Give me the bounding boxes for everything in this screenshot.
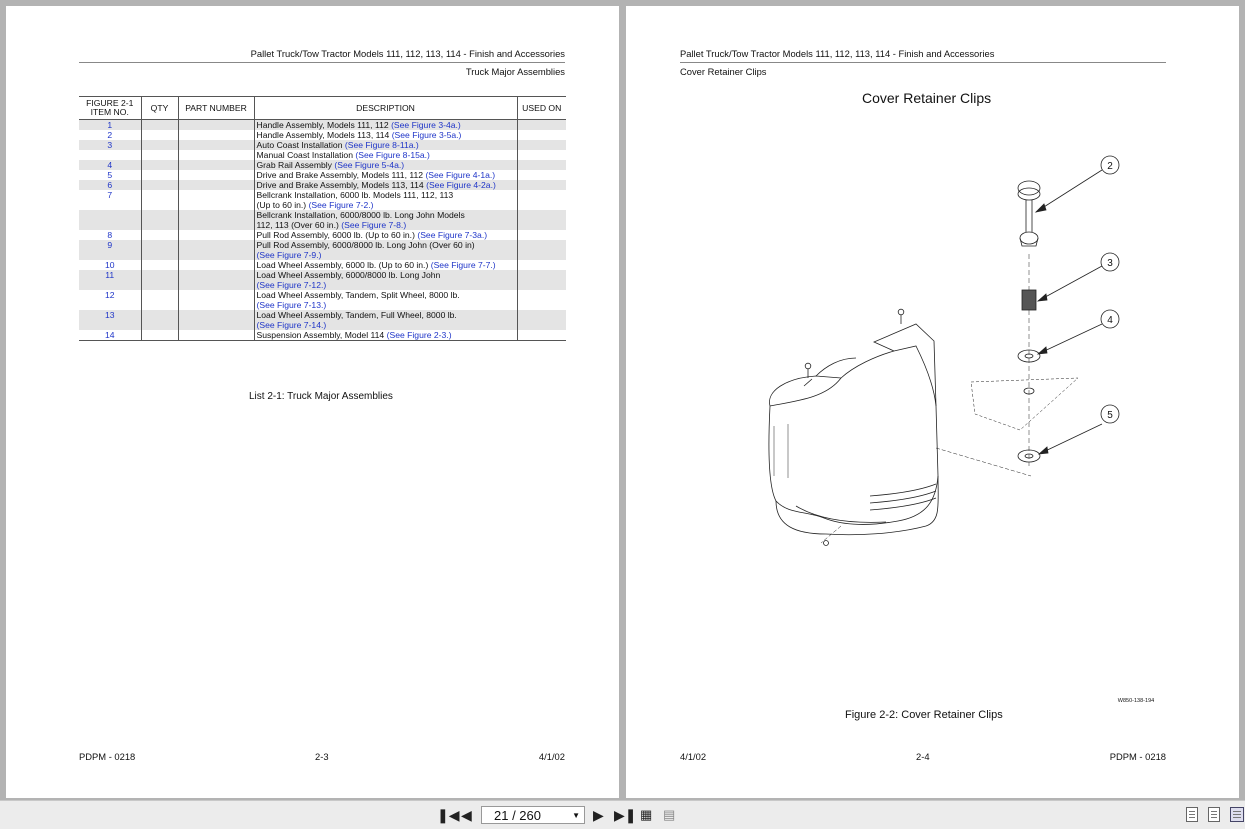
description-cell	[254, 150, 517, 160]
item-number-link[interactable]: 10	[79, 260, 141, 270]
used-on-cell	[517, 150, 566, 160]
list-caption: List 2-1: Truck Major Assemblies	[249, 391, 393, 402]
description-cell	[254, 240, 517, 260]
part-number-cell	[178, 310, 254, 330]
part-number-cell	[178, 190, 254, 210]
fit-width-icon[interactable]: ▤	[663, 807, 676, 822]
description-text: Handle Assembly, Models 113, 114	[256, 130, 392, 140]
qty-cell	[141, 290, 178, 310]
page-indicator: 21 / 260	[494, 808, 541, 823]
description-text: Bellcrank Installation, 6000 lb. Models 111, 112, 113	[256, 190, 454, 200]
retainer-spring	[1022, 290, 1036, 310]
used-on-cell	[517, 140, 566, 150]
item-number-link	[79, 150, 141, 160]
col-header-item-no: FIGURE 2-1 ITEM NO.	[79, 97, 141, 120]
used-on-cell	[517, 270, 566, 290]
used-on-cell	[517, 330, 566, 341]
table-row	[79, 180, 566, 190]
description-text: Pull Rod Assembly, 6000 lb. (Up to 60 in.)	[256, 230, 418, 240]
table-row	[79, 130, 566, 140]
qty-cell	[141, 180, 178, 190]
description-text: Drive and Brake Assembly, Models 111, 112	[256, 170, 426, 180]
figure-reference-link[interactable]: (See Figure 8-11a.)	[344, 140, 419, 150]
col-header-qty: QTY	[141, 97, 178, 120]
table-row	[79, 170, 566, 180]
used-on-cell	[517, 240, 566, 260]
callout-3: 3	[1107, 258, 1113, 269]
item-number-link[interactable]: 6	[79, 180, 141, 190]
description-cell	[254, 210, 517, 230]
qty-cell	[141, 150, 178, 160]
table-row	[79, 230, 566, 240]
continuous-view-icon[interactable]	[1208, 807, 1220, 822]
description-cell	[254, 330, 517, 341]
description-cell	[254, 170, 517, 180]
part-number-cell	[178, 210, 254, 230]
qty-cell	[141, 190, 178, 210]
item-number-link[interactable]: 11	[79, 270, 141, 290]
fit-page-icon[interactable]: ▦	[640, 807, 653, 822]
table-row	[79, 290, 566, 310]
description-text: (Up to 60 in.)	[256, 200, 309, 210]
used-on-cell	[517, 260, 566, 270]
part-number-cell	[178, 170, 254, 180]
part-number-cell	[178, 260, 254, 270]
used-on-cell	[517, 230, 566, 240]
part-number-cell	[178, 290, 254, 310]
table-row	[79, 330, 566, 341]
description-text: Load Wheel Assembly, 6000/8000 lb. Long John	[256, 270, 441, 280]
viewer-toolbar	[0, 800, 1245, 829]
part-number-cell	[178, 240, 254, 260]
page-header-section: Truck Major Assemblies	[465, 66, 565, 77]
item-number-link	[79, 210, 141, 230]
cover-retainer-clips-illustration	[626, 6, 1239, 798]
figure-reference-link[interactable]: (See Figure 7-9.)	[256, 250, 322, 260]
part-number-cell	[178, 120, 254, 131]
figure-title: Cover Retainer Clips	[862, 90, 992, 106]
col-header-part-number: PART NUMBER	[178, 97, 254, 120]
part-number-cell	[178, 130, 254, 140]
item-number-link[interactable]: 2	[79, 130, 141, 140]
item-number-link[interactable]: 5	[79, 170, 141, 180]
figure-reference-link[interactable]: (See Figure 3-5a.)	[391, 130, 462, 140]
figure-reference-link[interactable]: (See Figure 2-3.)	[386, 330, 452, 340]
col-header-used-on: USED ON	[517, 97, 566, 120]
figure-reference-link[interactable]: (See Figure 7-7.)	[430, 260, 496, 270]
used-on-cell	[517, 290, 566, 310]
table-row	[79, 310, 566, 330]
callout-2: 2	[1107, 161, 1113, 172]
previous-page-icon[interactable]: ◀	[461, 807, 472, 823]
qty-cell	[141, 120, 178, 131]
item-number-link[interactable]: 13	[79, 310, 141, 330]
used-on-cell	[517, 120, 566, 131]
figure-reference-link[interactable]: (See Figure 7-14.)	[256, 320, 327, 330]
figure-reference-link[interactable]: (See Figure 4-2a.)	[426, 180, 496, 190]
used-on-cell	[517, 180, 566, 190]
figure-reference-link[interactable]: (See Figure 7-3a.)	[417, 230, 488, 240]
figure-reference-link[interactable]: (See Figure 3-4a.)	[391, 120, 461, 130]
next-page-icon[interactable]: ▶	[593, 807, 604, 823]
description-text: Pull Rod Assembly, 6000/8000 lb. Long John (Over 60 in)	[256, 240, 475, 250]
item-number-link[interactable]: 3	[79, 140, 141, 150]
table-row	[79, 120, 566, 131]
last-page-icon[interactable]: ▶❚	[614, 807, 637, 823]
footer-page-number: 2-4	[916, 751, 930, 762]
figure-reference-link[interactable]: (See Figure 7-8.)	[341, 220, 407, 230]
right-page	[626, 6, 1239, 798]
qty-cell	[141, 210, 178, 230]
callout-5: 5	[1107, 410, 1113, 421]
single-page-view-icon[interactable]	[1186, 807, 1198, 822]
chevron-down-icon: ▼	[572, 811, 580, 820]
figure-reference-link[interactable]: (See Figure 4-1a.)	[425, 170, 496, 180]
description-cell	[254, 140, 517, 150]
two-page-view-icon[interactable]	[1230, 807, 1244, 822]
table-row	[79, 240, 566, 260]
screw-rear	[898, 309, 904, 315]
qty-cell	[141, 270, 178, 290]
table-row	[79, 270, 566, 290]
table-row	[79, 140, 566, 150]
qty-cell	[141, 330, 178, 341]
figure-reference-link[interactable]: (See Figure 7-13.)	[256, 300, 327, 310]
description-text: Load Wheel Assembly, Tandem, Split Wheel, 8000 lb.	[256, 290, 460, 300]
parts-table	[79, 96, 566, 341]
used-on-cell	[517, 170, 566, 180]
item-number-link[interactable]: 8	[79, 230, 141, 240]
footer-doc-id: PDPM - 0218	[79, 751, 136, 762]
figure-reference-link[interactable]: (See Figure 5-4a.)	[334, 160, 405, 170]
description-text: Grab Rail Assembly	[256, 160, 335, 170]
page-header-title: Pallet Truck/Tow Tractor Models 111, 112, 113, 114 - Finish and Accessories	[250, 48, 565, 59]
header-rule	[79, 62, 565, 63]
qty-cell	[141, 160, 178, 170]
qty-cell	[141, 170, 178, 180]
description-cell	[254, 190, 517, 210]
part-number-cell	[178, 230, 254, 240]
description-cell	[254, 120, 517, 131]
description-text: Load Wheel Assembly, 6000 lb. (Up to 60 in.)	[256, 260, 431, 270]
description-cell	[254, 230, 517, 240]
footer-date: 4/1/02	[680, 751, 707, 762]
used-on-cell	[517, 310, 566, 330]
part-number-cell	[178, 270, 254, 290]
description-cell	[254, 180, 517, 190]
used-on-cell	[517, 190, 566, 210]
description-text: Bellcrank Installation, 6000/8000 lb. Long John Models	[256, 210, 465, 220]
left-page	[6, 6, 619, 798]
qty-cell	[141, 140, 178, 150]
item-number-link[interactable]: 7	[79, 190, 141, 210]
description-cell	[254, 310, 517, 330]
description-text: Drive and Brake Assembly, Models 113, 114	[256, 180, 427, 190]
part-number-cell	[178, 330, 254, 341]
item-number-link[interactable]: 14	[79, 330, 141, 341]
table-row	[79, 190, 566, 210]
item-number-link[interactable]: 1	[79, 120, 141, 131]
description-cell	[254, 130, 517, 140]
qty-cell	[141, 260, 178, 270]
item-number-link[interactable]: 9	[79, 240, 141, 260]
description-cell	[254, 290, 517, 310]
part-number-cell	[178, 150, 254, 160]
screw-bottom	[824, 541, 829, 546]
part-number-cell	[178, 180, 254, 190]
qty-cell	[141, 130, 178, 140]
table-row	[79, 260, 566, 270]
first-page-icon[interactable]: ❚◀	[437, 807, 460, 823]
screw-front	[805, 363, 811, 369]
footer-doc-id: PDPM - 0218	[1109, 751, 1166, 762]
description-cell	[254, 260, 517, 270]
figure-reference-link[interactable]: (See Figure 8-15a.)	[355, 150, 430, 160]
table-header-row	[79, 97, 566, 120]
qty-cell	[141, 240, 178, 260]
drawing-number: W850-138-194	[1117, 698, 1155, 704]
description-text: 112, 113 (Over 60 in.)	[256, 220, 342, 230]
figure-caption: Figure 2-2: Cover Retainer Clips	[845, 709, 1003, 721]
description-text: Load Wheel Assembly, Tandem, Full Wheel, 8000 lb.	[256, 310, 457, 320]
callout-4: 4	[1107, 315, 1113, 326]
figure-reference-link[interactable]: (See Figure 7-12.)	[256, 280, 327, 290]
qty-cell	[141, 310, 178, 330]
page-header-section: Cover Retainer Clips	[680, 66, 767, 77]
used-on-cell	[517, 130, 566, 140]
figure-reference-link[interactable]: (See Figure 7-2.)	[308, 200, 374, 210]
page-header-title: Pallet Truck/Tow Tractor Models 111, 112, 113, 114 - Finish and Accessories	[680, 48, 995, 59]
used-on-cell	[517, 160, 566, 170]
part-number-cell	[178, 160, 254, 170]
table-row	[79, 160, 566, 170]
used-on-cell	[517, 210, 566, 230]
description-cell	[254, 270, 517, 290]
part-number-cell	[178, 140, 254, 150]
item-number-link[interactable]: 12	[79, 290, 141, 310]
footer-page-number: 2-3	[315, 751, 329, 762]
description-text: Manual Coast Installation	[256, 150, 356, 160]
description-text: Handle Assembly, Models 111, 112	[256, 120, 392, 130]
table-row	[79, 150, 566, 160]
page-number-select[interactable]	[481, 806, 585, 824]
footer-date: 4/1/02	[538, 751, 565, 762]
item-number-link[interactable]: 4	[79, 160, 141, 170]
description-cell	[254, 160, 517, 170]
table-row	[79, 210, 566, 230]
description-text: Auto Coast Installation	[256, 140, 345, 150]
description-text: Suspension Assembly, Model 114	[256, 330, 387, 340]
col-header-description: DESCRIPTION	[254, 97, 517, 120]
qty-cell	[141, 230, 178, 240]
